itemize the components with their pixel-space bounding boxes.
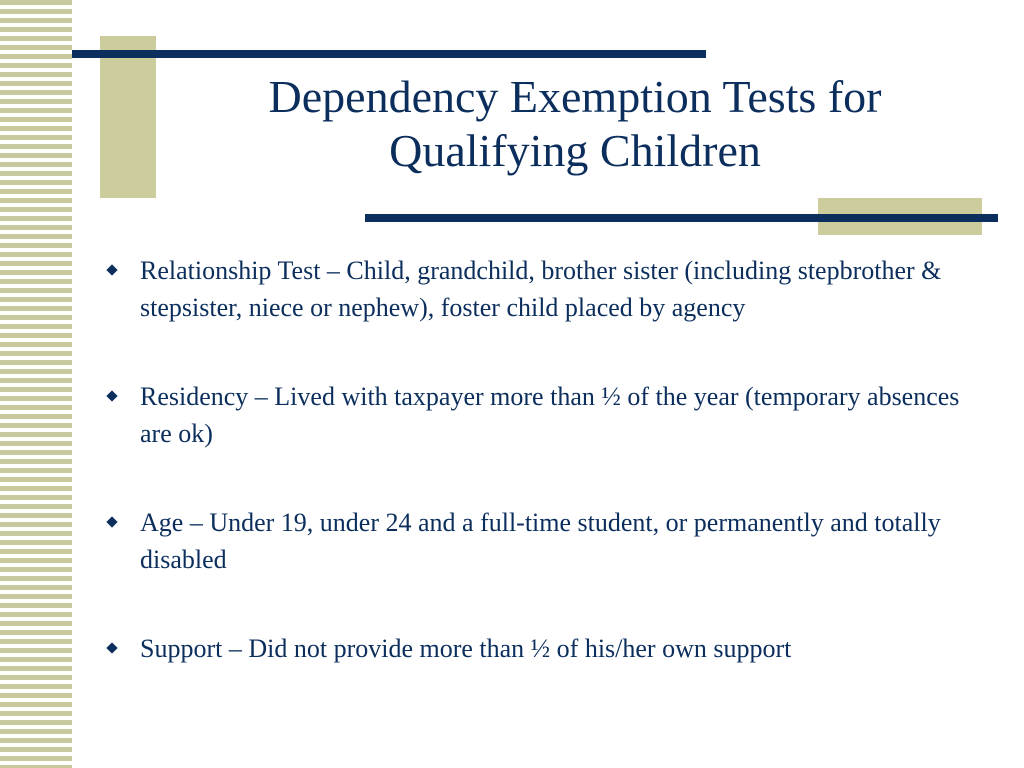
diamond-bullet-icon [106,264,117,275]
title-rule-bottom [365,214,998,222]
title-rule-top [72,50,706,58]
slide-title-line-1: Dependency Exemption Tests for [268,71,882,122]
left-stripe-band [0,0,72,768]
bullet-item-relationship [104,252,984,326]
bullet-text: Residency – Lived with taxpayer more than ½ of the year (temporary absences are ok) [140,382,960,448]
diamond-bullet-icon [106,516,117,527]
bullet-list [104,252,984,667]
bullet-item-residency [104,378,984,452]
bullet-text: Support – Did not provide more than ½ of his/her own support [140,634,792,663]
title-accent-block-left [100,36,156,198]
bullet-text: Age – Under 19, under 24 and a full-time student, or permanently and totally disabled [140,508,941,574]
slide-title-line-2: Qualifying Children [389,125,761,176]
slide-title [160,70,990,178]
diamond-bullet-icon [106,390,117,401]
bullet-text: Relationship Test – Child, grandchild, brother sister (including stepbrother & stepsister, niece or nephew), foster child placed by agency [140,256,942,322]
diamond-bullet-icon [106,642,117,653]
bullet-item-age [104,504,984,578]
bullet-item-support [104,630,984,667]
